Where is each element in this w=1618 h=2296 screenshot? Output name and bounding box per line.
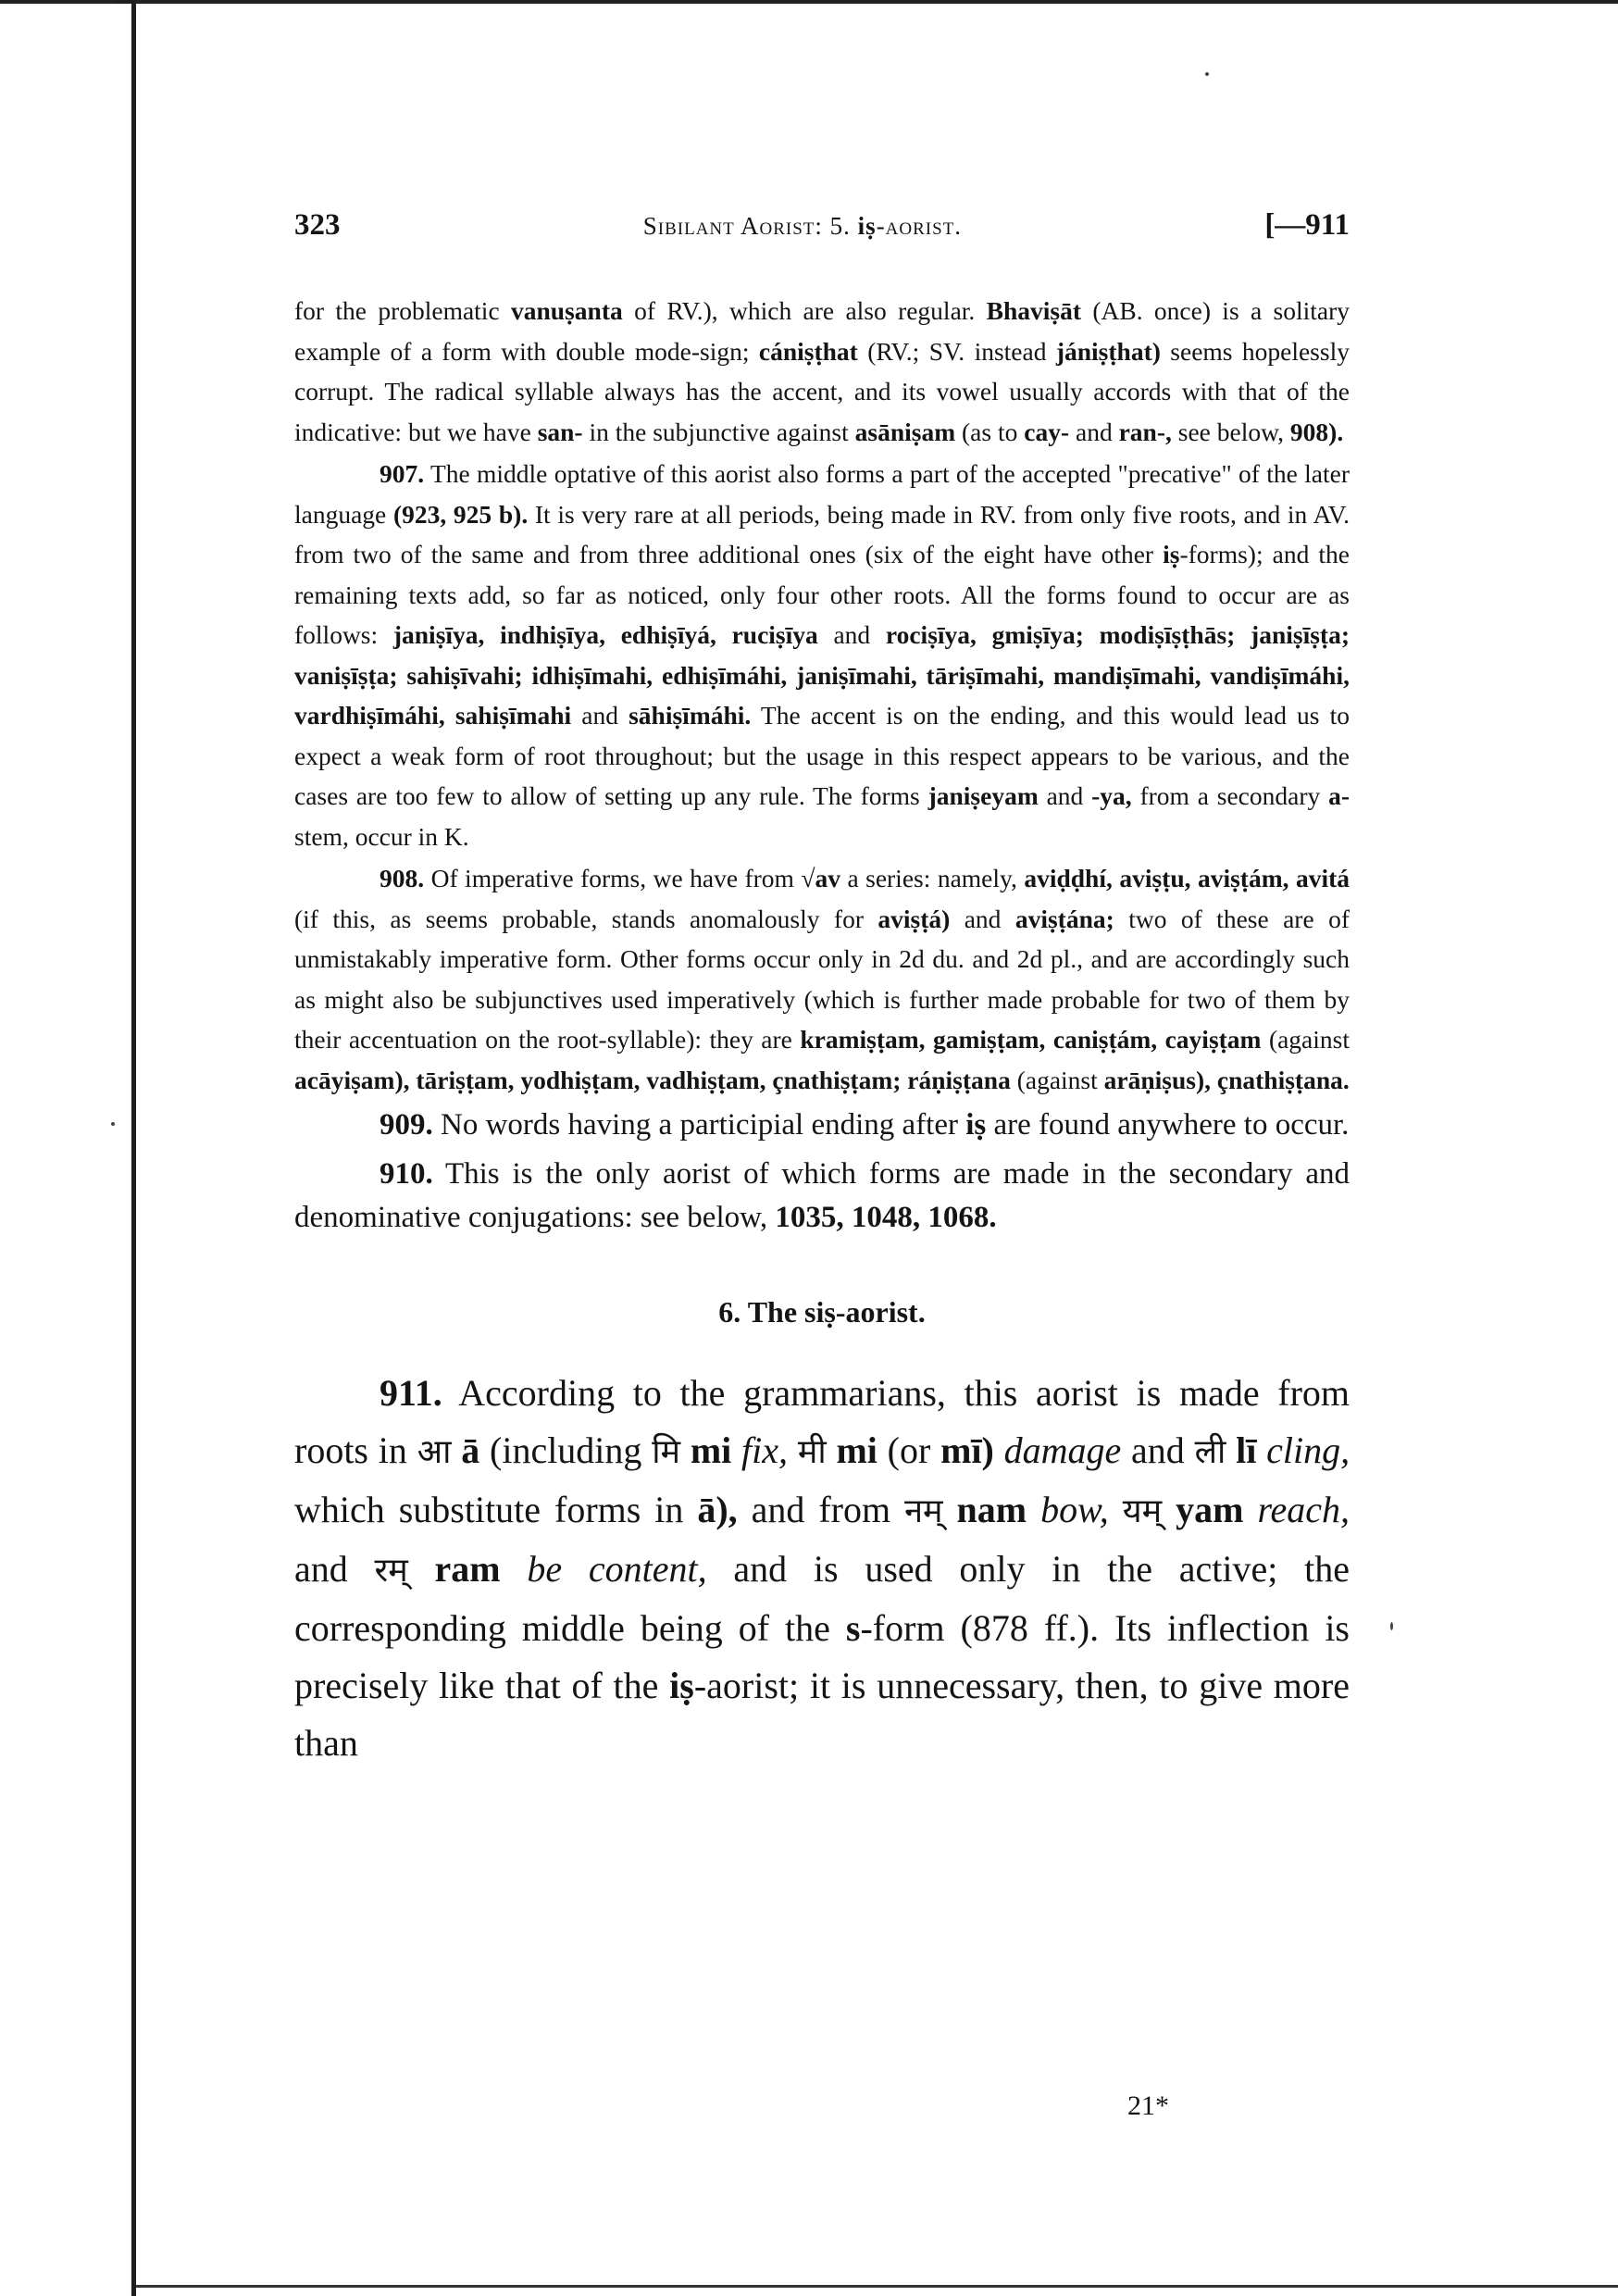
page-number: 323 [294,208,341,242]
running-header [294,208,1350,243]
page-speck [111,1122,115,1126]
page-speck [1390,1622,1393,1630]
small-print-block [294,291,1350,1100]
signature-mark: 21* [1127,2090,1169,2121]
paragraph-911: 911. According to the grammarians, this aorist is made from roots in आ ā (including मि mi fix, मी mi (or mī) damage and ली lī cling, which substitute forms in ā), and from नम् nam bow, यम् yam reach, and रम् ram be content, and is used only in the active; the corresponding middle being of the s-form (878 ff.). Its inflection is precisely like that of the iṣ-aorist; it is unnecessary, then, to give more than [294,1372,1350,1764]
paragraph-907: 907. The middle optative of this aorist also forms a part of the accepted "precative" of the later language (923, 925 b). It is very rare at all periods, being made in RV. from only five roots, and in AV. from two of the same and from three additional ones (six of the eight have other iṣ-forms); and the remaining texts add, so far as noticed, only four other roots. All the forms found to occur are as follows: janiṣīya, indhiṣīya, edhiṣīyá, ruciṣīya and rociṣīya, gmiṣīya; modiṣīṣṭhās; janiṣīṣṭa; vaniṣīṣṭa; sahiṣīvahi; idhiṣīmahi, edhiṣīmáhi, janiṣīmahi, tāriṣīmahi, mandiṣīmahi, vandiṣīmáhi, vardhiṣīmáhi, sahiṣīmahi and sāhiṣīmáhi. The accent is on the ending, and this would lead us to expect a weak form of root throughout; but the usage in this respect appears to be various, and the cases are too few to allow of setting up any rule. The forms janiṣeyam and -ya, from a secondary a-stem, occur in K. [294,459,1350,851]
devanagari-word: ली [1194,1433,1226,1471]
section-reference: [—911 [1264,208,1350,242]
devanagari-word: आ [417,1433,452,1471]
paragraph-910: 910. This is the only aorist of which forms are made in the secondary and denominative conjugations: see below, 1035, 1048, 1068. [294,1157,1350,1234]
devanagari-word: यम् [1122,1492,1163,1530]
paragraph-908: 908. Of imperative forms, we have from √av a series: namely, aviḍḍhí, aviṣṭu, aviṣṭám, avitá (if this, as seems probable, stands anomalously for aviṣṭá) and aviṣṭána; two of these are of unmistakably imperative form. Other forms occur only in 2d du. and 2d pl., and are accordingly such as might also be subjunctives used imperatively (which is further made probable for two of them by their accentuation on the root-syllable): they are kramiṣṭam, gamiṣṭam, caniṣṭám, cayiṣṭam (against acāyiṣam), tāriṣṭam, yodhiṣṭam, vadhiṣṭam, çnathiṣṭam; ráṇiṣṭana (against arāṇiṣus), çnathiṣṭana. [294,864,1350,1094]
devanagari-word: रम् [374,1552,408,1590]
binding-edge [131,0,136,2296]
top-edge-rule [0,0,1618,4]
devanagari-word: मी [797,1433,827,1471]
page-speck [1205,72,1209,76]
paragraph-909: 909. No words having a participial ending after iṣ are found anywhere to occur. [380,1108,1350,1142]
bottom-edge-rule [136,2285,1618,2288]
section-heading: 6. The siṣ-aorist. [718,1295,926,1329]
devanagari-word: मि [652,1433,681,1471]
devanagari-word: नम् [904,1492,943,1530]
running-title: Sibilant Aorist: 5. iṣ-aorist. [642,212,963,240]
page-body [294,208,1350,1772]
paragraph-906-end: for the problematic vanuṣanta of RV.), which are also regular. Bhaviṣāt (AB. once) is a solitary example of a form with double mode-sign; cániṣṭhat (RV.; SV. instead jániṣṭhat) seems hopelessly corrupt. The radical syllable always has the accent, and its vowel usually accords with that of the indicative: but we have san- in the subjunctive against asāniṣam (as to cay- and ran-, see below, 908). [294,296,1350,446]
regular-print-block [294,1104,1350,1240]
